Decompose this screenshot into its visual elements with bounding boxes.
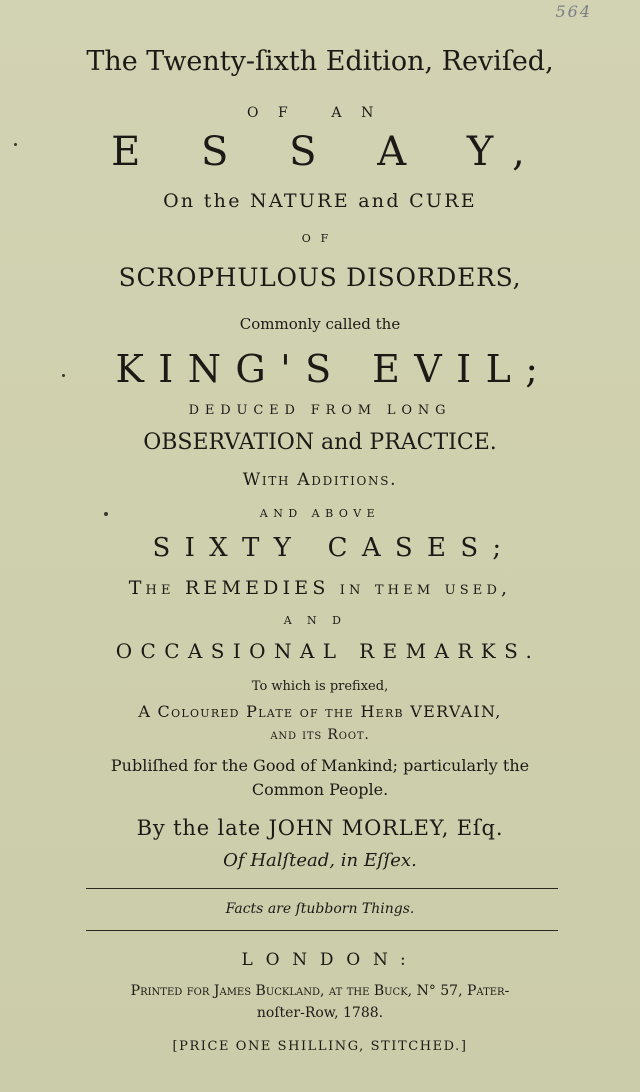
- of-an-line: OF AN: [246, 105, 393, 121]
- ink-speck: [104, 512, 108, 516]
- deduced-line: DEDUCED FROM LONG: [188, 403, 452, 418]
- imprint-printer: Printed for James Buckland, at the Buck, N° 57, Pater-: [130, 983, 510, 999]
- commonly-called-line: Commonly called the: [239, 315, 401, 333]
- handwritten-shelfmark: 564: [555, 2, 592, 21]
- of-line: OF: [301, 232, 339, 245]
- place-text: Of Halſtead, in Eſſex.: [223, 850, 417, 871]
- disorders-heading: SCROPHULOUS DISORDERS,: [118, 263, 522, 292]
- edition-line: The Twenty-ſixth Edition, Reviſed,: [86, 46, 554, 77]
- with-additions-line: With Additions.: [242, 470, 398, 490]
- bottom-rule: [86, 930, 558, 931]
- ink-speck: [62, 374, 65, 377]
- imprint-price: [PRICE ONE SHILLING, STITCHED.]: [172, 1039, 468, 1054]
- remedies-line: The REMEDIES in them used,: [128, 577, 512, 599]
- essay-heading: E S S A Y,: [111, 129, 549, 175]
- published-line: Publiſhed for the Good of Mankind; particularly the: [110, 756, 530, 775]
- and-above-line: AND ABOVE: [259, 507, 381, 520]
- occasional-remarks-heading: OCCASIONAL REMARKS.: [115, 639, 541, 663]
- ink-speck: [14, 143, 17, 146]
- place-line: [0, 852, 640, 870]
- prefixed-line: To which is prefixed,: [251, 679, 389, 694]
- observation-line: OBSERVATION and PRACTICE.: [143, 430, 497, 455]
- common-people-line: Common People.: [251, 780, 389, 799]
- top-rule: [86, 888, 558, 889]
- and-its-root-line: and its Root.: [270, 727, 370, 743]
- nature-and-cure-line: On the NATURE and CURE: [163, 190, 477, 212]
- author-line: By the late JOHN MORLEY, Eſq.: [136, 816, 504, 840]
- and-line: AND: [283, 614, 357, 627]
- sixty-cases-heading: SIXTY CASES;: [152, 533, 516, 563]
- imprint-city: LONDON:: [241, 950, 419, 970]
- motto: Facts are ſtubborn Things.: [225, 901, 415, 917]
- kings-evil-heading: KING'S EVIL;: [115, 347, 553, 391]
- imprint-address: noſter-Row, 1788.: [256, 1005, 384, 1021]
- coloured-plate-line: A Coloured Plate of the Herb VERVAIN,: [138, 702, 502, 721]
